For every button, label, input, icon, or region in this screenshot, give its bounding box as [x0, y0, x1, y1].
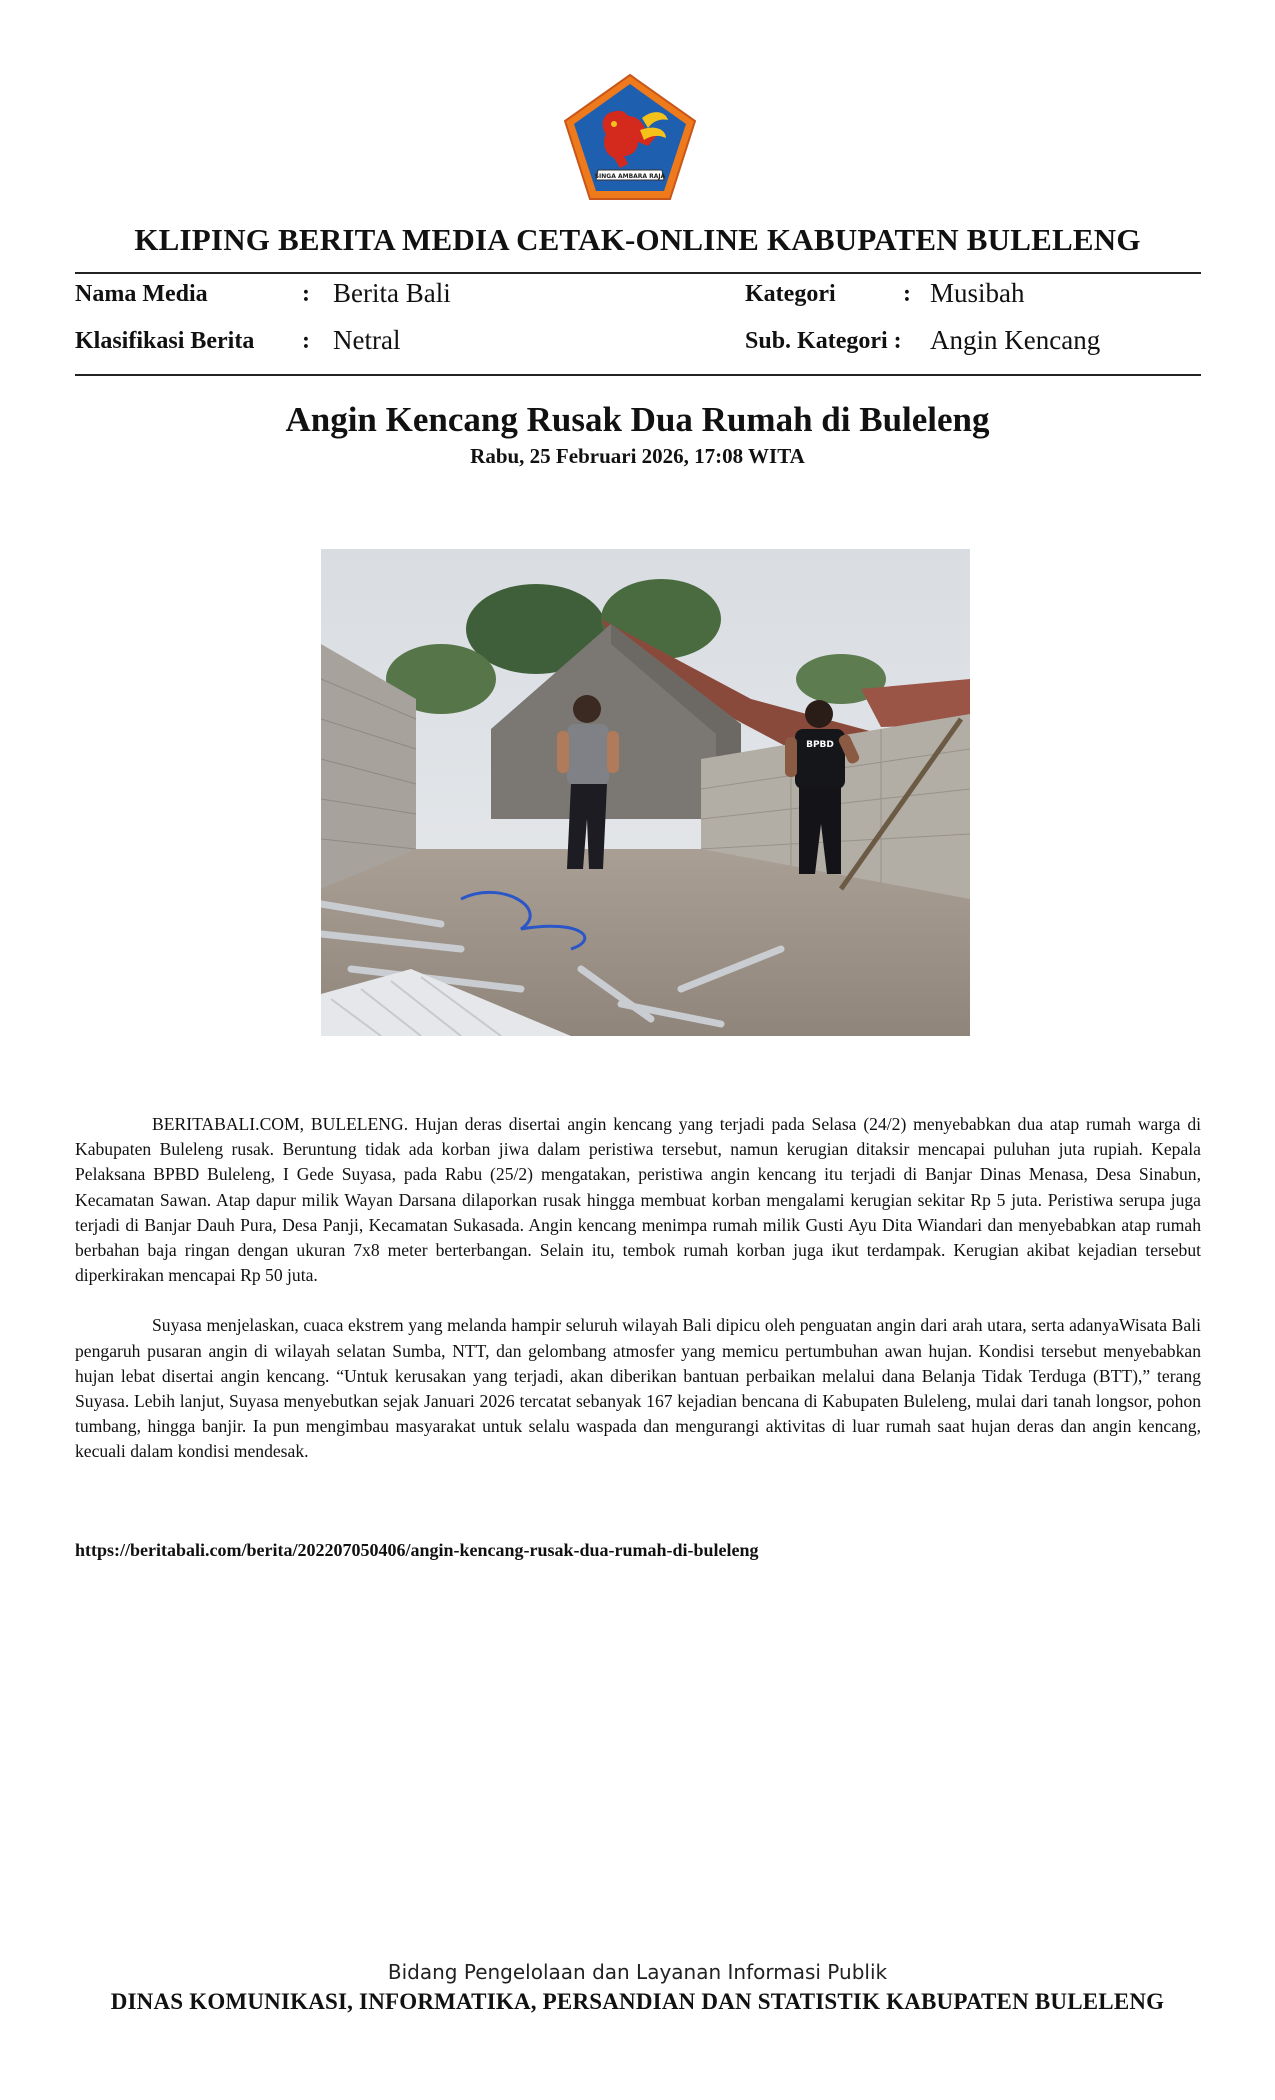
- subkategori-value: Angin Kencang: [930, 325, 1101, 355]
- media-value: Berita Bali: [333, 278, 451, 308]
- source-link[interactable]: https://beritabali.com/berita/202207050406/angin-kencang-rusak-dua-rumah-di-buleleng: [75, 1540, 759, 1560]
- buleleng-emblem-logo: [562, 72, 698, 202]
- klasifikasi-colon: :: [302, 328, 310, 354]
- article-headline: Angin Kencang Rusak Dua Rumah di Buleleng: [285, 400, 990, 439]
- footer-agency: DINAS KOMUNIKASI, INFORMATIKA, PERSANDIAN DAN STATISTIK KABUPATEN BULELENG: [110, 1989, 1165, 2014]
- article-dateline: Rabu, 25 Februari 2026, 17:08 WITA: [470, 444, 805, 468]
- bpbd-vest-text: BPBD: [806, 740, 834, 750]
- klasifikasi-value: Netral: [333, 325, 401, 355]
- article-photo: [321, 549, 970, 1036]
- media-colon: :: [302, 281, 310, 307]
- article-body: [75, 1112, 1201, 1490]
- top-divider: [75, 272, 1201, 274]
- media-label: Nama Media: [75, 281, 208, 307]
- subkategori-label: Sub. Kategori :: [745, 328, 902, 354]
- footer-department: Bidang Pengelolaan dan Layanan Informasi Publik: [387, 1960, 888, 1984]
- kategori-value: Musibah: [930, 278, 1025, 308]
- document-title: KLIPING BERITA MEDIA CETAK-ONLINE KABUPATEN BULELENG: [134, 222, 1141, 257]
- kategori-colon: :: [903, 281, 911, 307]
- logo-motto: SINGA AMBARA RAJA: [594, 173, 666, 180]
- kategori-label: Kategori: [745, 281, 836, 307]
- bottom-divider: [75, 374, 1201, 376]
- klasifikasi-label: Klasifikasi Berita: [75, 328, 255, 354]
- article-paragraph-2: Suyasa menjelaskan, cuaca ekstrem yang melanda hampir seluruh wilayah Bali dipicu oleh penguatan angin dari arah utara, serta adanyaWisata Bali pengaruh pusaran angin di wilayah selatan Sumba, NTT, dan gelombang atmosfer yang memicu pertumbuhan awan hujan. Kondisi tersebut menyebabkan hujan lebat disertai angin kencang. “Untuk kerusakan yang terjadi, akan diberikan bantuan perbaikan melalui dana Belanja Tidak Terduga (BTT),” terang Suyasa. Lebih lanjut, Suyasa menyebutkan sejak Januari 2026 tercatat sebanyak 167 kejadian bencana di Kabupaten Buleleng, mulai dari tanah longsor, pohon tumbang, hingga banjir. Ia pun mengimbau masyarakat untuk selalu waspada dan mengurangi aktivitas di luar rumah saat hujan deras dan angin kencang, kecuali dalam kondisi mendesak.: [75, 1315, 1201, 1462]
- article-paragraph-1: BERITABALI.COM, BULELENG. Hujan deras disertai angin kencang yang terjadi pada Selasa (24/2) menyebabkan dua atap rumah warga di Kabupaten Buleleng rusak. Beruntung tidak ada korban jiwa dalam peristiwa tersebut, namun kerugian ditaksir mencapai puluhan juta rupiah. Kepala Pelaksana BPBD Buleleng, I Gede Suyasa, pada Rabu (25/2) mengatakan, peristiwa angin kencang itu terjadi di Banjar Dinas Menasa, Desa Sinabun, Kecamatan Sawan. Atap dapur milik Wayan Darsana dilaporkan rusak hingga membuat korban mengalami kerugian sekitar Rp 5 juta. Peristiwa serupa juga terjadi di Banjar Dauh Pura, Desa Panji, Kecamatan Sukasada. Angin kencang menimpa rumah milik Gusti Ayu Dita Wiandari dan menyebabkan atap rumah berbahan baja ringan dengan ukuran 7x8 meter berterbangan. Selain itu, tembok rumah korban juga ikut terdampak. Kerugian akibat kejadian tersebut diperkirakan mencapai Rp 50 juta.: [75, 1114, 1201, 1286]
